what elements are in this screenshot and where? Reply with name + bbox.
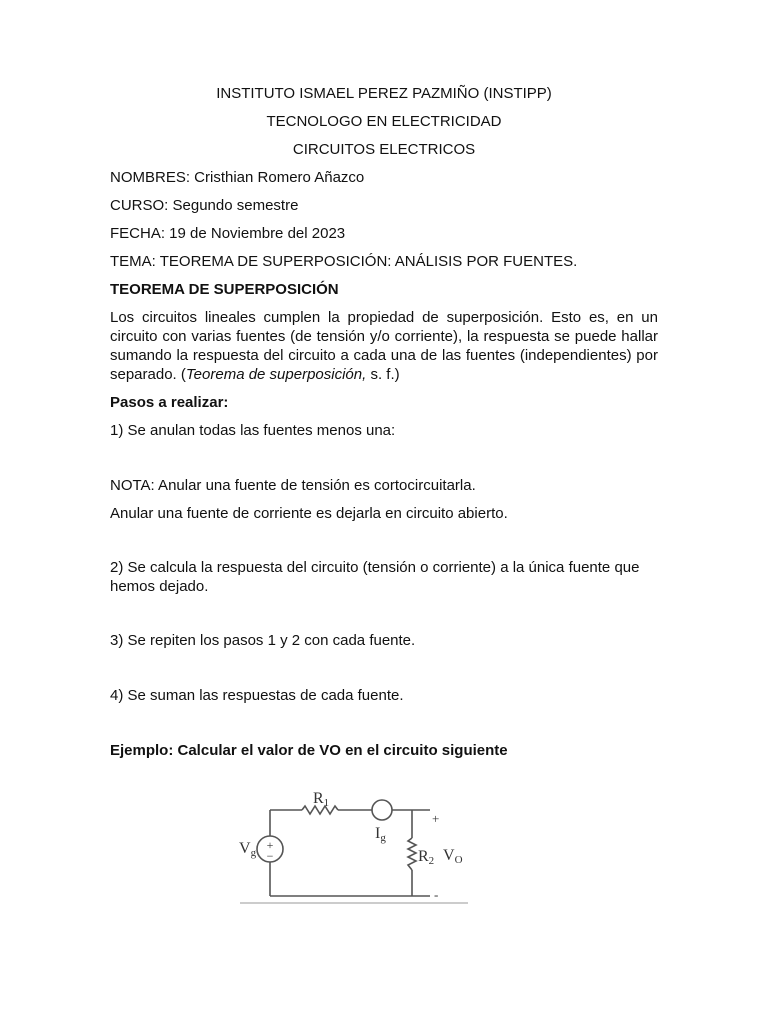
topic-line: TEMA: TEOREMA DE SUPERPOSICIÓN: ANÁLISIS POR FUENTES. [110, 253, 578, 270]
date-line: FECHA: 19 de Noviembre del 2023 [110, 225, 346, 242]
source-plus-sign: + [266, 838, 274, 852]
example-heading: Ejemplo: Calcular el valor de VO en el circuito siguiente [110, 742, 508, 759]
minus-terminal: - [434, 887, 439, 902]
circuit-wires [270, 810, 430, 896]
r2-label: R2 [418, 848, 435, 867]
course-line: CURSO: Segundo semestre [110, 197, 299, 214]
subject-title: CIRCUITOS ELECTRICOS [292, 141, 476, 158]
plus-terminal: + [432, 811, 440, 826]
note-2: Anular una fuente de corriente es dejarla en circuito abierto. [110, 505, 508, 522]
step-4: 4) Se suman las respuestas de cada fuente. [110, 687, 404, 704]
vo-label: VO [443, 847, 463, 866]
institute-title: INSTITUTO ISMAEL PEREZ PAZMIÑO (INSTIPP) [216, 85, 552, 102]
citation-title: Teorema de superposición, [185, 366, 367, 383]
step-1: 1) Se anulan todas las fuentes menos una: [110, 422, 396, 439]
citation-rest: s. f.) [366, 366, 400, 383]
circuit-diagram [236, 786, 472, 908]
step-2: 2) Se calcula la respuesta del circuito (tensión o corriente) a la única fuente que hemos dejado. [110, 559, 640, 595]
paragraph-text: Los circuitos lineales cumplen la propiedad de superposición. Esto es, en un circuito con varias fuentes (de tensión y/o corriente), la respuesta se puede hallar sumando la respuesta del circuito a cada una de las fuentes (independientes) por separado. ( [110, 309, 658, 383]
note-1: NOTA: Anular una fuente de tensión es cortocircuitarla. [110, 477, 476, 494]
document-page [110, 84, 658, 769]
current-source-icon [372, 800, 392, 820]
steps-heading: Pasos a realizar: [110, 394, 229, 411]
r1-label: R1 [313, 790, 330, 809]
ig-label: Ig [375, 825, 386, 844]
r2-resistor-icon [408, 838, 416, 870]
career-title: TECNOLOGO EN ELECTRICIDAD [266, 113, 502, 130]
theorem-paragraph [110, 308, 658, 384]
section-heading: TEOREMA DE SUPERPOSICIÓN [110, 281, 339, 298]
step-3: 3) Se repiten los pasos 1 y 2 con cada fuente. [110, 632, 416, 649]
source-minus-sign: − [266, 849, 274, 863]
names-line: NOMBRES: Cristhian Romero Añazco [110, 169, 365, 186]
vg-label: Vg [239, 840, 257, 859]
r1-resistor-icon [302, 806, 338, 814]
